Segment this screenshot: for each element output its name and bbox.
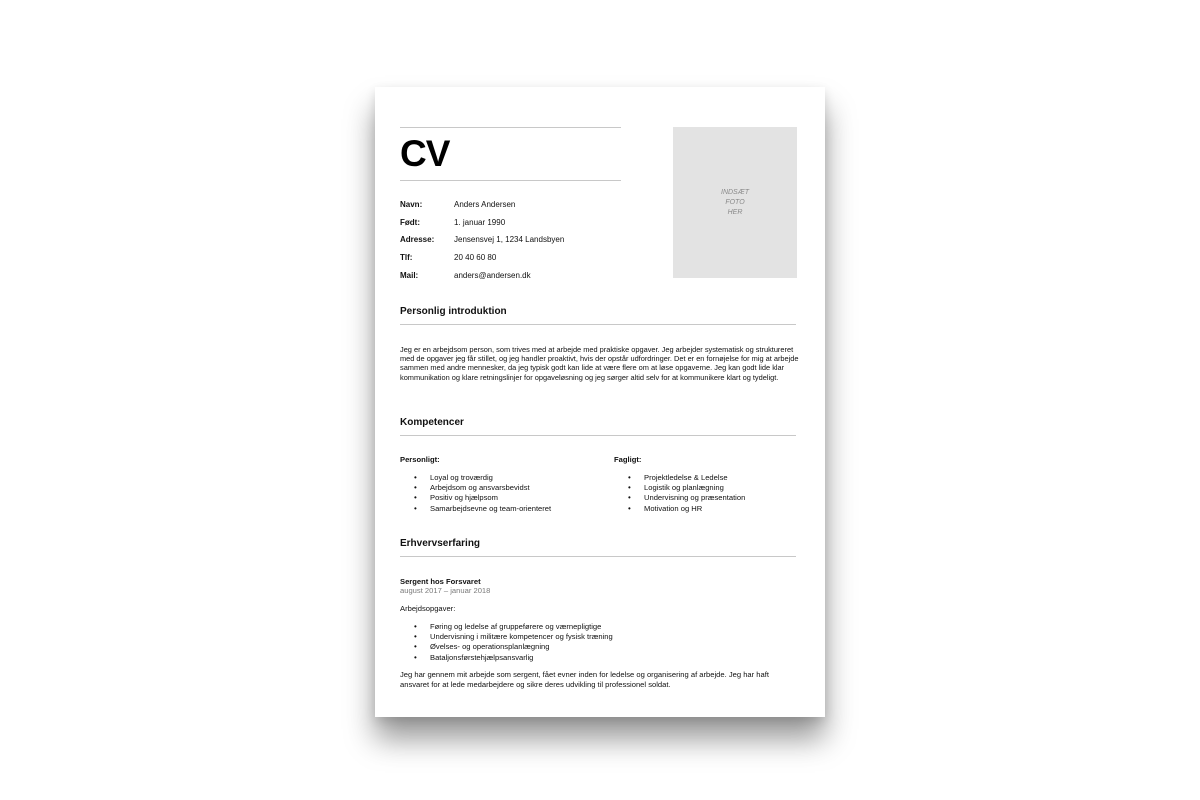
skills-professional-list — [614, 473, 745, 514]
info-label: Navn: — [400, 200, 423, 209]
list-item: • Undervisning i militære kompetencer og fysisk træning — [400, 632, 613, 642]
info-value: 20 40 60 80 — [454, 253, 497, 262]
info-label: Mail: — [400, 271, 419, 280]
list-item: • Loyal og troværdig — [400, 473, 551, 483]
title-top-rule — [400, 127, 621, 128]
title-bottom-rule — [400, 180, 621, 181]
job-title: Sergent hos Forsvaret — [400, 577, 481, 586]
cv-document-page — [375, 87, 825, 717]
info-value: 1. januar 1990 — [454, 218, 506, 227]
photo-placeholder-text: INDSÆT FOTO HER — [721, 188, 749, 216]
intro-rule — [400, 324, 796, 325]
job-dates: august 2017 – januar 2018 — [400, 586, 491, 595]
info-label: Tlf: — [400, 253, 413, 262]
skills-personal-label: Personligt: — [400, 455, 440, 464]
intro-text: Jeg er en arbejdsom person, som trives med at arbejde med praktiske opgaver. Jeg arbejder systematisk og struktureret med de opgaver jeg får stillet, og jeg handler proaktivt, hvis der opstår udfordringer. Det er en fornøjelse for mig at arbejde sammen med andre mennesker, da jeg typisk godt kan lide at være flere om at løse opgaverne. Jeg kan godt lide klar kommunikation og klare retningslinjer for opgaveløsning og jeg sørger altid selv for at kommunikere klart og tydeligt. — [400, 345, 799, 382]
skills-heading: Kompetencer — [400, 417, 464, 428]
experience-rule — [400, 556, 796, 557]
intro-heading: Personlig introduktion — [400, 306, 507, 317]
duties-list — [400, 622, 613, 663]
info-label: Født: — [400, 218, 420, 227]
skills-rule — [400, 435, 796, 436]
skills-professional-label: Fagligt: — [614, 455, 642, 464]
list-item: • Projektledelse & Ledelse — [614, 473, 745, 483]
list-item: • Undervisning og præsentation — [614, 493, 745, 503]
list-item: • Samarbejdsevne og team-orienteret — [400, 504, 551, 514]
experience-heading: Erhvervserfaring — [400, 538, 481, 549]
experience-summary: Jeg har gennem mit arbejde som sergent, fået evner inden for ledelse og organisering af arbejde. Jeg har haft ansvaret for at lede medarbejdere og sikre deres udvikling til professionel soldat. — [400, 670, 769, 689]
info-value: Anders Andersen — [454, 200, 516, 209]
list-item: • Logistik og planlægning — [614, 483, 745, 493]
list-item: • Øvelses- og operationsplanlægning — [400, 642, 613, 652]
list-item: • Positiv og hjælpsom — [400, 493, 551, 503]
list-item: • Arbejdsom og ansvarsbevidst — [400, 483, 551, 493]
list-item: • Føring og ledelse af gruppeførere og værnepligtige — [400, 622, 613, 632]
list-item: • Bataljonsførstehjælpsansvarlig — [400, 653, 613, 663]
info-value: anders@andersen.dk — [454, 271, 531, 280]
info-value: Jensensvej 1, 1234 Landsbyen — [454, 235, 565, 244]
skills-personal-list — [400, 473, 551, 514]
list-item: • Motivation og HR — [614, 504, 745, 514]
info-label: Adresse: — [400, 235, 435, 244]
page-title: CV — [400, 133, 450, 174]
photo-placeholder[interactable] — [673, 127, 797, 278]
duties-label: Arbejdsopgaver: — [400, 604, 456, 613]
